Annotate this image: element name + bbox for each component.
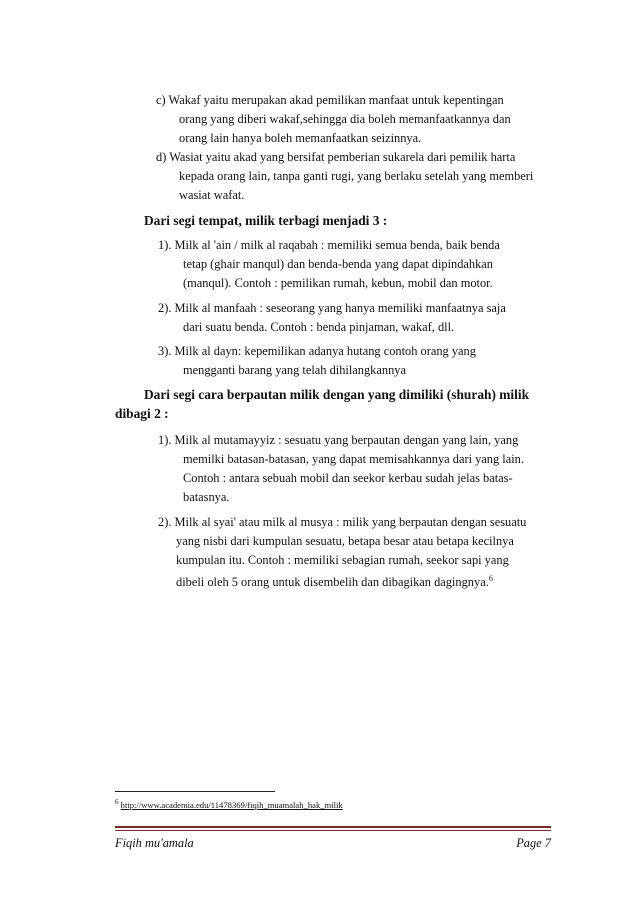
text-line	[176, 532, 514, 550]
line-text: dibeli oleh 5 orang untuk disembelih dan dibagikan dagingnya.	[176, 575, 489, 590]
line-text: tetap (ghair manqul) dan benda-benda yang dapat dipindahkan	[183, 257, 493, 271]
line-text: batasnya.	[183, 490, 230, 504]
text-line	[179, 110, 511, 128]
text-line	[156, 91, 504, 109]
page-number: Page 7	[516, 836, 551, 850]
text-line	[183, 255, 493, 273]
text-line	[158, 299, 506, 317]
line-text: kepada orang lain, tanpa ganti rugi, yang berlaku setelah yang memberi	[179, 169, 534, 183]
line-text: c) Wakaf yaitu merupakan akad pemilikan manfaat untuk kepentingan	[156, 93, 504, 107]
line-text: Contoh : antara sebuah mobil dan seekor kerbau sudah jelas batas-	[183, 471, 513, 485]
text-line	[176, 570, 493, 591]
text-line	[158, 236, 500, 254]
footnote	[115, 798, 343, 810]
line-text: 1). Milk al mutamayyiz : sesuatu yang berpautan dengan yang lain, yang	[158, 433, 519, 447]
section-heading	[144, 212, 387, 230]
text-line	[158, 342, 476, 360]
text-line	[179, 186, 244, 204]
text-line	[183, 361, 406, 379]
text-line	[183, 469, 513, 487]
line-text: wasiat wafat.	[179, 188, 245, 202]
line-text: d) Wasiat yaitu akad yang bersifat pemberian sukarela dari pemilik harta	[156, 150, 516, 164]
line-text: 2). Milk al manfaah : seseorang yang hanya memiliki manfaatnya saja	[158, 301, 506, 315]
line-text: 3). Milk al dayn: kepemilikan adanya hutang contoh orang yang	[158, 344, 476, 358]
text-line	[183, 488, 229, 506]
line-text: memilki batasan-batasan, yang dapat memisahkannya dari yang lain.	[183, 452, 524, 466]
footnote-rule	[115, 791, 275, 792]
text-line	[183, 318, 454, 336]
text-line	[156, 148, 515, 166]
text-line	[183, 450, 524, 468]
text-line	[176, 551, 509, 569]
line-text: dari suatu benda. Contoh : benda pinjaman, wakaf, dll.	[183, 320, 455, 334]
text-line	[158, 431, 518, 449]
line-text: 1). Milk al 'ain / milk al raqabah : memiliki semua benda, baik benda	[158, 238, 500, 252]
text-line	[179, 167, 533, 185]
line-text: Dari segi cara berpautan milik dengan yang dimiliki (shurah) milik	[144, 387, 530, 402]
text-line	[183, 274, 493, 292]
footer-rule-thick	[115, 826, 551, 828]
footnote-reference: 6	[488, 574, 493, 583]
line-text: (manqul). Contoh : pemilikan rumah, kebun, mobil dan motor.	[183, 276, 493, 290]
line-text: kumpulan itu. Contoh : memiliki sebagian rumah, seekor sapi yang	[176, 553, 509, 567]
line-text: yang nisbi dari kumpulan sesuatu, betapa besar atau betapa kecilnya	[176, 534, 514, 548]
footnote-link[interactable]: http://www.academia.edu/11478369/fiqih_muamalah_hak_milik	[120, 799, 343, 810]
footnote-marker: 6	[115, 798, 119, 806]
text-line	[179, 129, 421, 147]
line-text: orang lain hanya boleh memanfaatkan seizinnya.	[179, 131, 422, 145]
line-text: Dari segi tempat, milik terbagi menjadi 3 :	[144, 213, 388, 228]
line-text: 2). Milk al syai' atau milk al musya : milik yang berpautan dengan sesuatu	[158, 515, 527, 529]
line-text: dibagi 2 :	[115, 406, 169, 421]
text-line	[158, 513, 526, 531]
line-text: mengganti barang yang telah dihilangkannya	[183, 363, 406, 377]
footer-rule-thin	[115, 830, 551, 831]
footer-title: Fiqih mu'amala	[115, 836, 194, 850]
section-heading	[144, 386, 529, 404]
line-text: orang yang diberi wakaf,sehingga dia boleh memanfaatkannya dan	[179, 112, 511, 126]
section-heading	[115, 405, 169, 423]
